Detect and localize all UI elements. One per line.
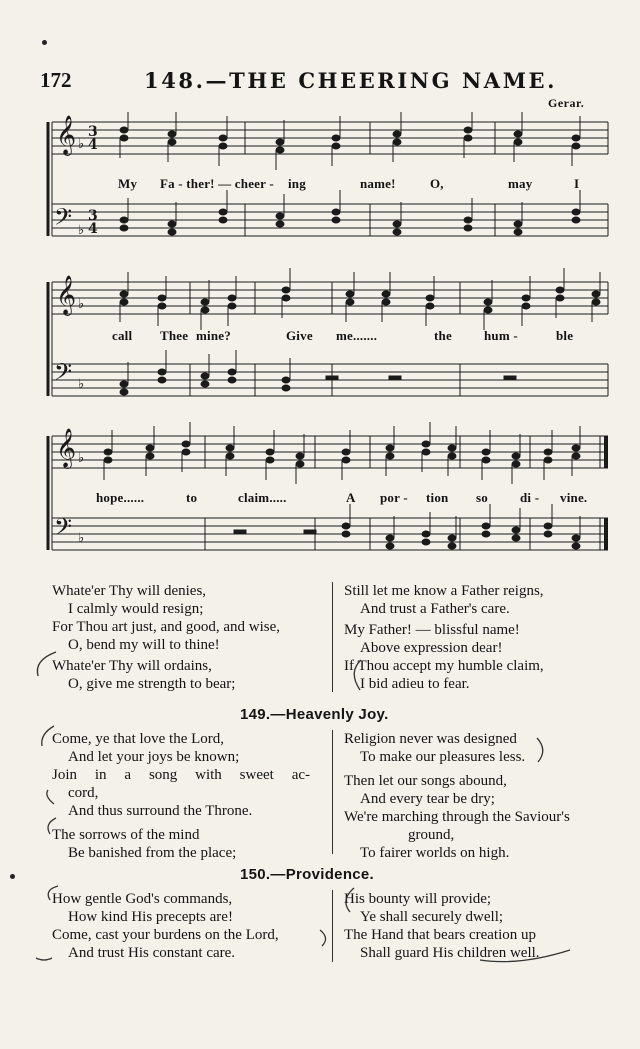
note-head (282, 287, 290, 293)
note-head (512, 535, 520, 541)
note-head (104, 457, 112, 463)
verse-line: Come, cast your burdens on the Lord, (52, 927, 279, 943)
note-head (514, 131, 522, 137)
ink-speck (42, 40, 47, 45)
note-head (226, 445, 234, 451)
note-head (522, 303, 530, 309)
note-head (572, 535, 580, 541)
whole-rest (326, 376, 338, 380)
note-head (572, 453, 580, 459)
verse-line: Then let our songs abound, (344, 773, 507, 789)
note-head (464, 225, 472, 231)
flat-icon: ♭ (78, 531, 85, 546)
time-signatures (88, 124, 98, 237)
verse-line: I calmly would resign; (68, 601, 204, 617)
verse-line: For Thou art just, and good, and wise, (52, 619, 281, 635)
note-head (201, 381, 209, 387)
note-head (342, 457, 350, 463)
time-signature-bottom: 4 (88, 221, 98, 237)
note-head (426, 295, 434, 301)
note-head (426, 303, 434, 309)
lyric-syllable: to (186, 490, 198, 505)
note-head (512, 461, 520, 467)
clefs (54, 115, 76, 546)
note-head (572, 135, 580, 141)
note-head (386, 535, 394, 541)
note-head (422, 441, 430, 447)
note-head (572, 143, 580, 149)
note-head (120, 389, 128, 395)
note-head (482, 523, 490, 529)
verse-line: Ye shall securely dwell; (360, 909, 504, 925)
hymn148-right-column (344, 582, 544, 693)
note-head (201, 299, 209, 305)
note-head (382, 291, 390, 297)
note-head (572, 217, 580, 223)
note-head (158, 369, 166, 375)
verse-line: My Father! — blissful name! (344, 622, 520, 638)
note-head (182, 449, 190, 455)
lyric-syllable: ble (556, 328, 574, 343)
flat-icon: ♭ (78, 223, 85, 238)
verse-line: And thus surround the Throne. (68, 803, 253, 819)
note-head (332, 143, 340, 149)
lyric-syllable: call (112, 328, 133, 343)
verse-line: Be banished from the place; (68, 845, 237, 861)
lyric-syllable: may (508, 176, 533, 191)
note-head (342, 531, 350, 537)
verse-line: How kind His precepts are! (68, 909, 233, 925)
lyric-syllable: I (574, 176, 580, 191)
bass-clef-icon: 𝄢 (54, 358, 73, 391)
column-divider (332, 890, 333, 962)
note-head (514, 229, 522, 235)
verse-line: To make our pleasures less. (360, 749, 526, 765)
note-head (332, 217, 340, 223)
lyric-syllable: O, (430, 176, 444, 191)
lyric-syllable: me....... (336, 328, 378, 343)
note-head (120, 381, 128, 387)
note-head (158, 295, 166, 301)
note-head (592, 291, 600, 297)
note-head (556, 295, 564, 301)
word: with (195, 767, 222, 783)
lyric-syllable: ing (288, 176, 306, 191)
lyric-syllable: Thee (160, 328, 189, 343)
note-head (168, 221, 176, 227)
verse-line: And let your joys be known; (68, 749, 240, 765)
lyric-syllable: claim..... (238, 490, 287, 505)
hymn149-heading: 149.—Heavenly Joy. (240, 706, 389, 723)
note-head (228, 369, 236, 375)
note-head (346, 299, 354, 305)
time-signature-top: 3 (88, 208, 98, 224)
note-head (544, 457, 552, 463)
flat-icon: ♭ (78, 377, 85, 392)
note-head (422, 531, 430, 537)
note-head (120, 291, 128, 297)
lyric-syllable: name! (360, 176, 396, 191)
pencil-mark (36, 958, 52, 960)
note-head (512, 527, 520, 533)
time-signature-bottom: 4 (88, 137, 98, 153)
note-head (104, 449, 112, 455)
page-number: 172 (40, 68, 72, 92)
note-head (393, 229, 401, 235)
note-head (544, 523, 552, 529)
note-head (168, 131, 176, 137)
note-head (482, 531, 490, 537)
note-head (296, 461, 304, 467)
word: in (94, 767, 107, 783)
word: a (124, 767, 132, 783)
note-head (386, 453, 394, 459)
note-head (219, 135, 227, 141)
note-head (168, 139, 176, 145)
lyric-syllable: mine? (196, 328, 231, 343)
note-head (332, 209, 340, 215)
note-head (120, 127, 128, 133)
note-head (228, 295, 236, 301)
word: Join (52, 767, 78, 783)
note-head (228, 377, 236, 383)
verse-line: If Thou accept my humble claim, (344, 658, 544, 674)
note-head (448, 535, 456, 541)
verse-line: We're marching through the Saviour's (344, 809, 570, 825)
note-head (282, 377, 290, 383)
hymn149-left-column (52, 730, 310, 862)
note-head (120, 217, 128, 223)
note-head (219, 217, 227, 223)
note-head (544, 531, 552, 537)
note-head (448, 445, 456, 451)
lyric-syllable: hum - (484, 328, 518, 343)
note-head (276, 147, 284, 153)
verse-line: And trust a Father's care. (360, 601, 510, 617)
note-head (393, 131, 401, 137)
note-head (276, 139, 284, 145)
whole-rest (504, 376, 516, 380)
lyric-syllable: vine. (560, 490, 588, 505)
pencil-mark (320, 930, 326, 946)
note-head (482, 457, 490, 463)
verse-line: Religion never was designed (344, 731, 517, 747)
flat-icon: ♭ (78, 137, 85, 152)
verse-line: ground, (408, 827, 455, 843)
note-head (514, 139, 522, 145)
verse-line: Whate'er Thy will denies, (52, 583, 207, 599)
verse-line: And every tear be dry; (360, 791, 495, 807)
note-head (168, 229, 176, 235)
note-head (219, 143, 227, 149)
note-head (544, 449, 552, 455)
lyric-syllable: Fa - ther! — cheer - (160, 176, 274, 191)
note-head (386, 445, 394, 451)
note-head (228, 303, 236, 309)
verse-line: How gentle God's commands, (52, 891, 233, 907)
whole-rest (389, 376, 401, 380)
bass-clef-icon: 𝄢 (54, 513, 73, 546)
lyric-syllable: hope...... (96, 490, 145, 505)
note-head (592, 299, 600, 305)
note-head (146, 453, 154, 459)
lyric-syllable: por - (380, 490, 408, 505)
note-head (572, 543, 580, 549)
note-head (572, 209, 580, 215)
note-head (572, 445, 580, 451)
note-head (201, 307, 209, 313)
verse-line: Whate'er Thy will ordains, (52, 658, 212, 674)
note-head (226, 453, 234, 459)
note-head (219, 209, 227, 215)
note-head (182, 441, 190, 447)
note-head (484, 307, 492, 313)
note-head (482, 449, 490, 455)
lyric-syllable: so (476, 490, 488, 505)
note-head (556, 287, 564, 293)
ink-speck (10, 874, 15, 879)
note-head (158, 377, 166, 383)
note-head (282, 295, 290, 301)
word: sweet (239, 767, 274, 783)
time-signature-top: 3 (88, 124, 98, 140)
tune-name: Gerar. (548, 96, 585, 110)
note-head (276, 221, 284, 227)
lyric-syllable: Give (286, 328, 313, 343)
verse-line: The Hand that bears creation up (344, 927, 537, 943)
treble-clef-icon: 𝄞 (56, 115, 77, 155)
treble-clef-icon: 𝄞 (56, 275, 77, 315)
note-head (448, 543, 456, 549)
column-divider (332, 582, 333, 692)
verse-line: Come, ye that love the Lord, (52, 731, 225, 747)
lyric-syllable: A (346, 490, 356, 505)
note-head (464, 217, 472, 223)
lyric-syllable: the (434, 328, 452, 343)
page-header (40, 68, 600, 98)
key-signatures (78, 137, 84, 546)
verse-line: The sorrows of the mind (52, 827, 200, 843)
note-head (386, 543, 394, 549)
verse-line: Shall guard His children well. (360, 945, 540, 961)
note-head (201, 373, 209, 379)
note-head (120, 225, 128, 231)
verse-line: Above expression dear! (360, 640, 503, 656)
note-head (146, 445, 154, 451)
note-head (448, 453, 456, 459)
note-head (393, 221, 401, 227)
flat-icon: ♭ (78, 297, 85, 312)
whole-rest (304, 530, 316, 534)
note-head (120, 299, 128, 305)
verse-line: cord, (68, 785, 99, 801)
lyric-syllable: My (118, 176, 138, 191)
note-head (296, 453, 304, 459)
hymn150-heading: 150.—Providence. (240, 866, 375, 883)
hymn150-right-column (344, 890, 540, 962)
note-head (266, 449, 274, 455)
treble-clef-icon: 𝄞 (56, 428, 77, 468)
note-head (464, 135, 472, 141)
lyric-syllable: di - (520, 490, 540, 505)
note-head (512, 453, 520, 459)
note-head (464, 127, 472, 133)
note-head (422, 449, 430, 455)
verse-line: I bid adieu to fear. (360, 676, 470, 692)
note-head (282, 385, 290, 391)
verse-line: His bounty will provide; (344, 891, 492, 907)
note-head (342, 523, 350, 529)
verse-line: O, give me strength to bear; (68, 676, 236, 692)
note-head (393, 139, 401, 145)
hymn-title: 148.—THE CHEERING NAME. (144, 68, 558, 93)
column-divider (332, 730, 333, 854)
lyric-syllable: tion (426, 490, 449, 505)
note-head (484, 299, 492, 305)
note-head (422, 539, 430, 545)
note-head (276, 213, 284, 219)
word: song (148, 767, 178, 783)
bass-clef-icon: 𝄢 (54, 203, 73, 236)
note-head (342, 449, 350, 455)
note-head (120, 135, 128, 141)
whole-rest (234, 530, 246, 534)
verse-line: O, bend my will to thine! (68, 637, 220, 653)
note-head (158, 303, 166, 309)
flat-icon: ♭ (78, 451, 85, 466)
note-head (522, 295, 530, 301)
hymn150-left-column (52, 890, 279, 962)
note-head (332, 135, 340, 141)
verse-line: To fairer worlds on high. (360, 845, 510, 861)
hymn148-left-column (52, 582, 280, 693)
verse-line: And trust His constant care. (68, 945, 236, 961)
hymn149-right-column (344, 730, 570, 862)
word: ac- (291, 767, 310, 783)
note-head (266, 457, 274, 463)
verse-line-justified (52, 766, 310, 784)
note-head (346, 291, 354, 297)
note-head (514, 221, 522, 227)
note-head (382, 299, 390, 305)
verse-line: Still let me know a Father reigns, (344, 583, 544, 599)
